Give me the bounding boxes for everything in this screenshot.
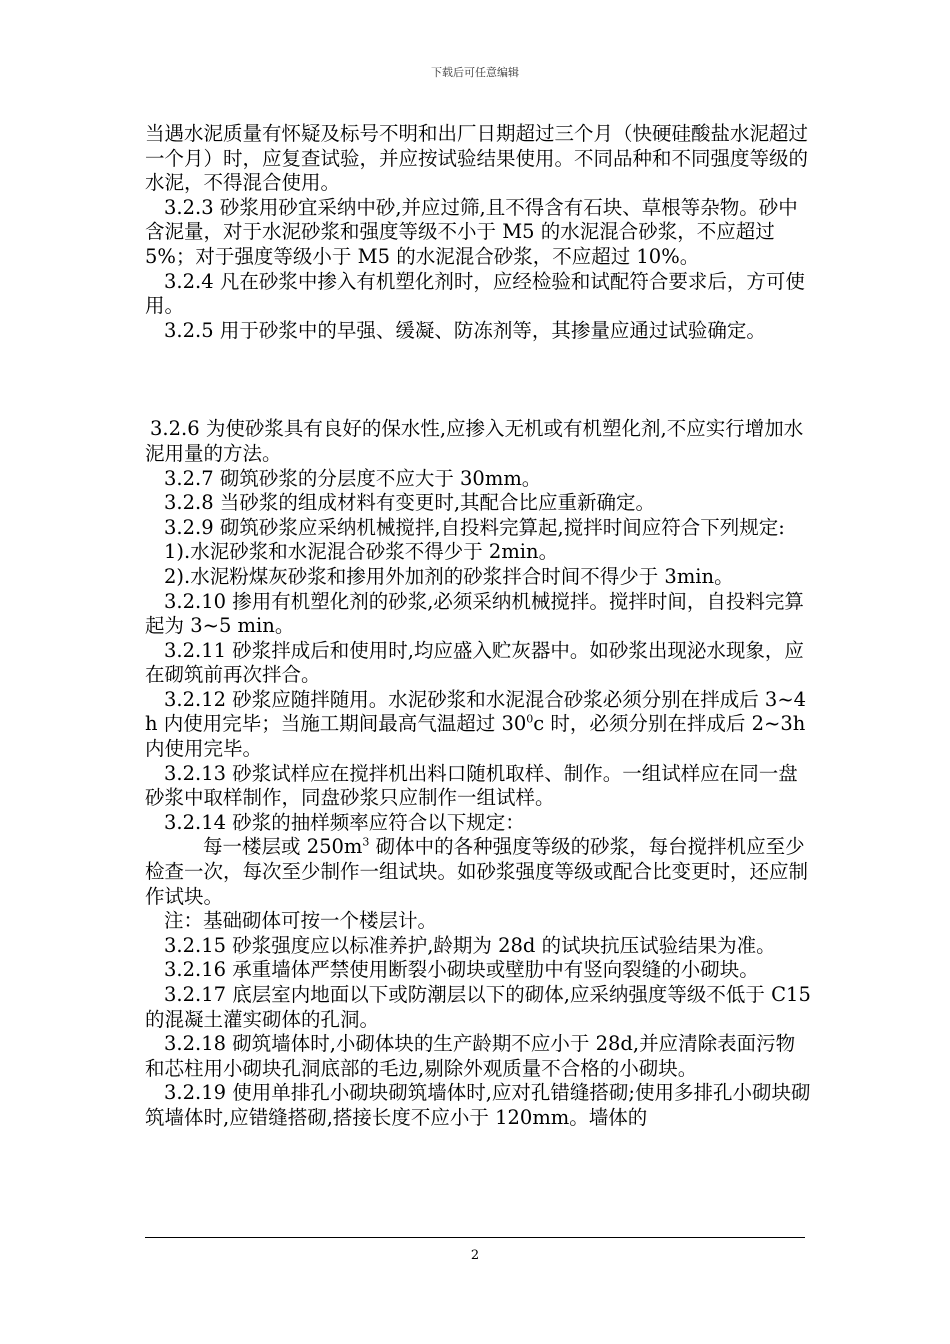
page-number: 2 xyxy=(470,1248,480,1263)
section-gap xyxy=(145,343,813,417)
list-item-1: 1).水泥砂浆和水泥混合砂浆不得少于 2min。 xyxy=(164,540,559,564)
paragraph-3-2-16: 3.2.16 承重墙体严禁使用断裂小砌块或壁肋中有竖向裂缝的小砌块。 xyxy=(164,958,759,982)
paragraph-3-2-17: 3.2.17 底层室内地面以下或防潮层以下的砌体,应采纳强度等级不低于 C15 的混凝土灌实砌体的孔洞。 xyxy=(145,983,811,1031)
paragraph-3-2-14-body-b: 砌体中的各种强度等级的砂浆，每台搅拌机应至少检查一次，每次至少制作一组试块。如砂浆强度等级或配合比变更时，还应制作试块。 xyxy=(145,835,809,908)
paragraph-3-2-13: 3.2.13 砂浆试样应在搅拌机出料口随机取样、制作。一组试样应在同一盘砂浆中取样制作，同盘砂浆只应制作一组试样。 xyxy=(145,761,798,810)
paragraph-3-2-15: 3.2.15 砂浆强度应以标准养护,龄期为 28d 的试块抗压试验结果为准。 xyxy=(164,933,776,957)
paragraph-3-2-12 xyxy=(145,688,813,762)
paragraph-3-2-19: 3.2.19 使用单排孔小砌块砌筑墙体时,应对孔错缝搭砌;使用多排孔小砌块砌筑墙体时,应错缝搭砌,搭接长度不应小于 120mm。墙体的 xyxy=(145,1081,811,1129)
list-item-2: 2).水泥粉煤灰砂浆和掺用外加剂的砂浆拌合时间不得少于 3min。 xyxy=(164,564,734,588)
paragraph-3-2-4: 3.2.4 凡在砂浆中掺入有机塑化剂时，应经检验和试配符合要求后，方可使用。 xyxy=(145,269,805,318)
paragraph-3-2-14-body xyxy=(145,835,813,909)
superscript-cubic: 3 xyxy=(362,835,370,849)
note: 注：基础砌体可按一个楼层计。 xyxy=(164,909,438,933)
paragraph-3-2-8: 3.2.8 当砂浆的组成材料有变更时,其配合比应重新确定。 xyxy=(164,491,656,515)
paragraph-3-2-12-text-b: c 时，必须分别在拌成后 2~3h 内使用完毕。 xyxy=(145,712,806,761)
paragraph-3-2-3: 3.2.3 砂浆用砂宜采纳中砂,并应过筛,且不得含有石块、草根等杂物。砂中含泥量，对于水泥砂浆和强度等级不小于 M5 的水泥混合砂浆，不应超过 5%；对于强度等级小于 M5 的水泥混合砂浆，不应超过 10%。 xyxy=(145,195,798,268)
page-header-note: 下载后可任意编辑 xyxy=(431,66,519,79)
paragraph-3-2-5: 3.2.5 用于砂浆中的早强、缓凝、防冻剂等，其掺量应通过试验确定。 xyxy=(164,318,766,342)
paragraph-3-2-14: 3.2.14 砂浆的抽样频率应符合以下规定： xyxy=(164,810,525,834)
paragraph-3-2-7: 3.2.7 砌筑砂浆的分层度不应大于 30mm。 xyxy=(164,466,542,490)
paragraph-3-2-6: 3.2.6 为使砂浆具有良好的保水性,应掺入无机或有机塑化剂,不应实行增加水泥用量的方法。 xyxy=(145,417,804,465)
paragraph: 当遇水泥质量有怀疑及标号不明和出厂日期超过三个月（快硬硅酸盐水泥超过一个月）时，应复查试验，并应按试验结果使用。不同品种和不同强度等级的水泥，不得混合使用。 xyxy=(145,122,809,195)
superscript-degree: 0 xyxy=(526,712,534,726)
paragraph-3-2-10: 3.2.10 掺用有机塑化剂的砂浆,必须采纳机械搅拌。搅拌时间，自投料完算起为 3~5 min。 xyxy=(145,589,804,638)
footer-divider xyxy=(145,1237,805,1238)
paragraph-3-2-14-body-a: 每一楼层或 250m xyxy=(203,835,363,859)
paragraph-3-2-9: 3.2.9 砌筑砂浆应采纳机械搅拌,自投料完算起,搅拌时间应符合下列规定: xyxy=(164,515,785,539)
paragraph-3-2-12-text-a: 3.2.12 砂浆应随拌随用。水泥砂浆和水泥混合砂浆必须分别在拌成后 3~4h 内使用完毕；当施工期间最高气温超过 30 xyxy=(145,687,807,736)
document-body xyxy=(145,122,813,1131)
paragraph-3-2-11: 3.2.11 砂浆拌成后和使用时,均应盛入贮灰器中。如砂浆出现泌水现象，应在砌筑前再次拌合。 xyxy=(145,638,804,687)
paragraph-3-2-18: 3.2.18 砌筑墙体时,小砌体块的生产龄期不应小于 28d,并应清除表面污物和芯柱用小砌块孔洞底部的毛边,剔除外观质量不合格的小砌块。 xyxy=(145,1032,796,1080)
